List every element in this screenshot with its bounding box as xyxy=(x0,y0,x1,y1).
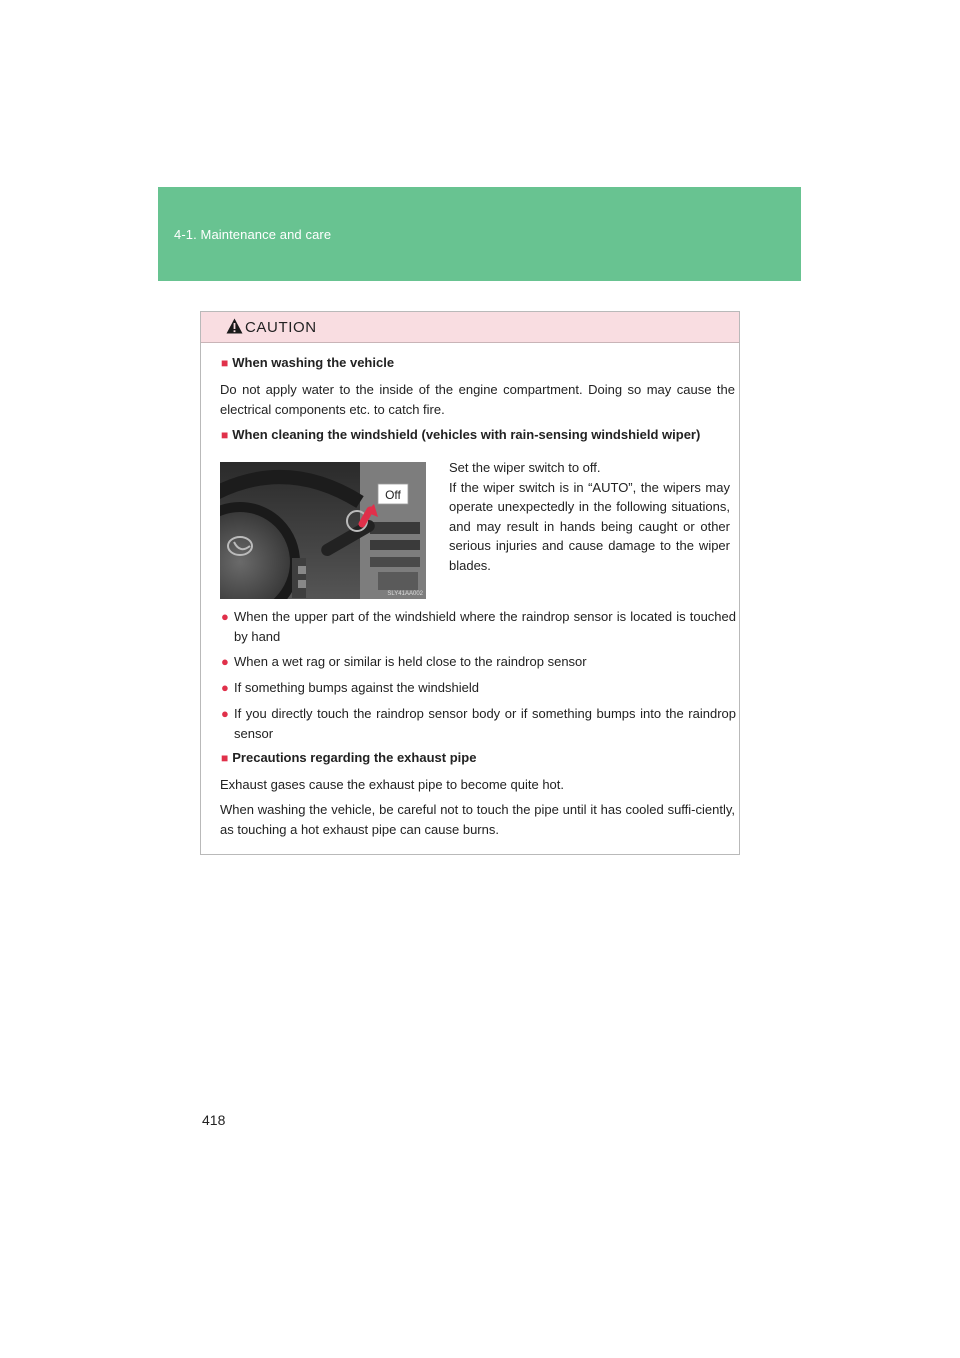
wiper-switch-figure xyxy=(220,462,426,599)
square-bullet-icon: ■ xyxy=(221,356,229,370)
figure-note-line-2: If the wiper switch is in “AUTO”, the wipers may operate unexpectedly in the following situations, and may result in hands being caught or other serious injuries and cause damage to the wiper blades. xyxy=(449,479,730,573)
list-item: ● When a wet rag or similar is held close to the raindrop sensor xyxy=(221,652,736,672)
section-title: 4-1. Maintenance and care xyxy=(174,227,332,242)
round-bullet-icon: ● xyxy=(221,654,229,669)
caution-box xyxy=(200,311,740,855)
page-number: 418 xyxy=(202,1112,226,1128)
list-item: ● When the upper part of the windshield where the raindrop sensor is located is touched by hand xyxy=(221,609,736,644)
washing-paragraph: Do not apply water to the inside of the engine compartment. Doing so may cause the electrical components etc. to catch fire. xyxy=(220,382,735,417)
exhaust-paragraph-1: Exhaust gases cause the exhaust pipe to become quite hot. xyxy=(220,777,565,792)
section-heading-windshield: ■ When cleaning the windshield (vehicles with rain-sensing windshield wiper) xyxy=(221,427,701,442)
round-bullet-icon: ● xyxy=(221,706,229,721)
caution-header xyxy=(201,312,739,343)
figure-note-line-1: Set the wiper switch to off. xyxy=(449,460,601,475)
section-heading-washing: ■ When washing the vehicle xyxy=(221,355,395,370)
exhaust-paragraph-2: When washing the vehicle, be careful not to touch the pipe until it has cooled suffi-ciently, as touching a hot exhaust pipe can cause burns. xyxy=(220,802,735,837)
round-bullet-icon: ● xyxy=(221,680,229,695)
warning-triangle-icon xyxy=(226,318,243,334)
round-bullet-icon: ● xyxy=(221,609,229,624)
list-item: ● If you directly touch the raindrop sensor body or if something bumps into the raindrop sensor xyxy=(221,706,736,741)
square-bullet-icon: ■ xyxy=(221,428,229,442)
square-bullet-icon: ■ xyxy=(221,751,229,765)
section-header xyxy=(158,187,801,281)
list-item: ● If something bumps against the windshield xyxy=(221,678,736,698)
figure-label-off: Off xyxy=(385,488,401,502)
caution-title: CAUTION xyxy=(245,319,317,336)
figure-note xyxy=(449,458,730,575)
section-heading-exhaust: ■ Precautions regarding the exhaust pipe xyxy=(221,750,477,765)
figure-code: SLY41AA002 xyxy=(387,591,423,597)
steering-wheel-illustration xyxy=(220,462,426,599)
